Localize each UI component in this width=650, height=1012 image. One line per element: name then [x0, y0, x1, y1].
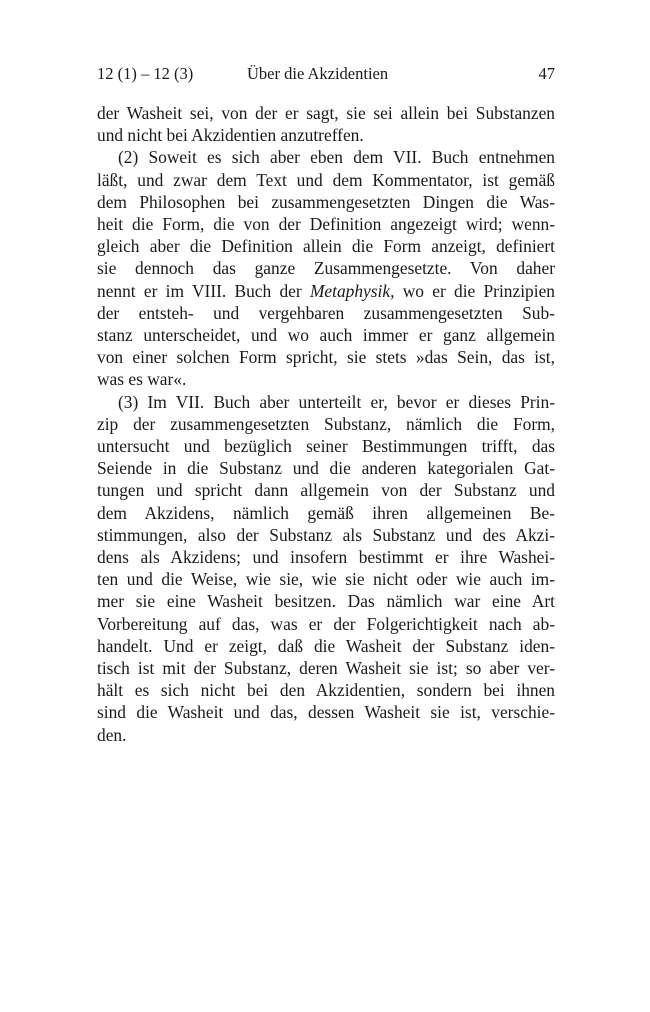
text-line: ten und die Weise, wie sie, wie sie nicht oder wie auch im-: [97, 569, 555, 590]
paragraph-2: [97, 146, 555, 390]
text-line: untersucht und bezüglich seiner Bestimmungen trifft, das: [97, 436, 555, 457]
text-line: (3) Im VII. Buch aber unterteilt er, bevor er dieses Prin-: [118, 391, 555, 412]
text-segment: nennt er im VIII. Buch der: [97, 280, 310, 301]
text-line: hält es sich nicht bei den Akzidentien, sondern bei ihnen: [97, 680, 555, 701]
text-line: (2) Soweit es sich aber eben dem VII. Buch entnehmen: [118, 147, 555, 168]
text-line: der entsteh- und vergehbaren zusammengesetzten Sub-: [97, 302, 555, 323]
text-line: sind die Washeit und das, dessen Washeit sie ist, verschie-: [97, 702, 555, 723]
text-line: stanz unterscheidet, und wo auch immer er ganz allgemein: [97, 325, 555, 346]
italic-title: Metaphysik,: [309, 280, 395, 301]
text-line: von einer solchen Form spricht, sie stets »das Sein, das ist,: [97, 347, 555, 368]
text-line: dem Akzidens, nämlich gemäß ihren allgemeinen Be-: [97, 502, 555, 523]
book-page: [97, 64, 555, 746]
text-line: tungen und spricht dann allgemein von der Substanz und: [97, 480, 555, 501]
paragraph-1: [97, 102, 555, 146]
text-line: den.: [97, 724, 127, 745]
text-line: Seiende in die Substanz und die anderen kategorialen Gat-: [97, 458, 555, 479]
text-line: dem Philosophen bei zusammengesetzten Dingen die Was-: [97, 191, 555, 212]
text-line: sie dennoch das ganze Zusammengesetzte. Von daher: [97, 258, 555, 279]
text-line: mer sie eine Washeit besitzen. Das nämlich war eine Art: [97, 591, 555, 612]
text-line: was es war«.: [97, 369, 187, 390]
running-title: Über die Akzidentien: [247, 64, 389, 83]
paragraph-3: [97, 391, 555, 746]
running-head: [97, 64, 555, 90]
text-line: Vorbereitung auf das, was er der Folgerichtigkeit nach ab-: [97, 613, 555, 634]
text-line: gleich aber die Definition allein die Form anzeigt, definiert: [97, 236, 555, 257]
body-text: [97, 102, 555, 746]
text-line-with-italic: [97, 280, 555, 302]
text-line: handelt. Und er zeigt, daß die Washeit der Substanz iden-: [97, 635, 555, 656]
text-segment: wo er die Prinzipien: [394, 280, 555, 301]
section-reference: 12 (1) – 12 (3): [97, 64, 194, 83]
text-line: läßt, und zwar dem Text und dem Kommentator, ist gemäß: [97, 169, 555, 190]
text-line: der Washeit sei, von der er sagt, sie sei allein bei Substanzen: [97, 103, 555, 123]
text-line: heit die Form, die von der Definition angezeigt wird; wenn-: [97, 214, 555, 235]
text-line: stimmungen, also der Substanz als Substanz und des Akzi-: [97, 524, 555, 545]
text-line: und nicht bei Akzidentien anzutreffen.: [97, 125, 364, 146]
text-line: dens als Akzidens; und insofern bestimmt er ihre Washei-: [97, 547, 555, 568]
text-line: tisch ist mit der Substanz, deren Washeit sie ist; so aber ver-: [97, 658, 555, 679]
page-number: 47: [538, 64, 555, 83]
text-line: zip der zusammengesetzten Substanz, nämlich die Form,: [97, 413, 555, 434]
